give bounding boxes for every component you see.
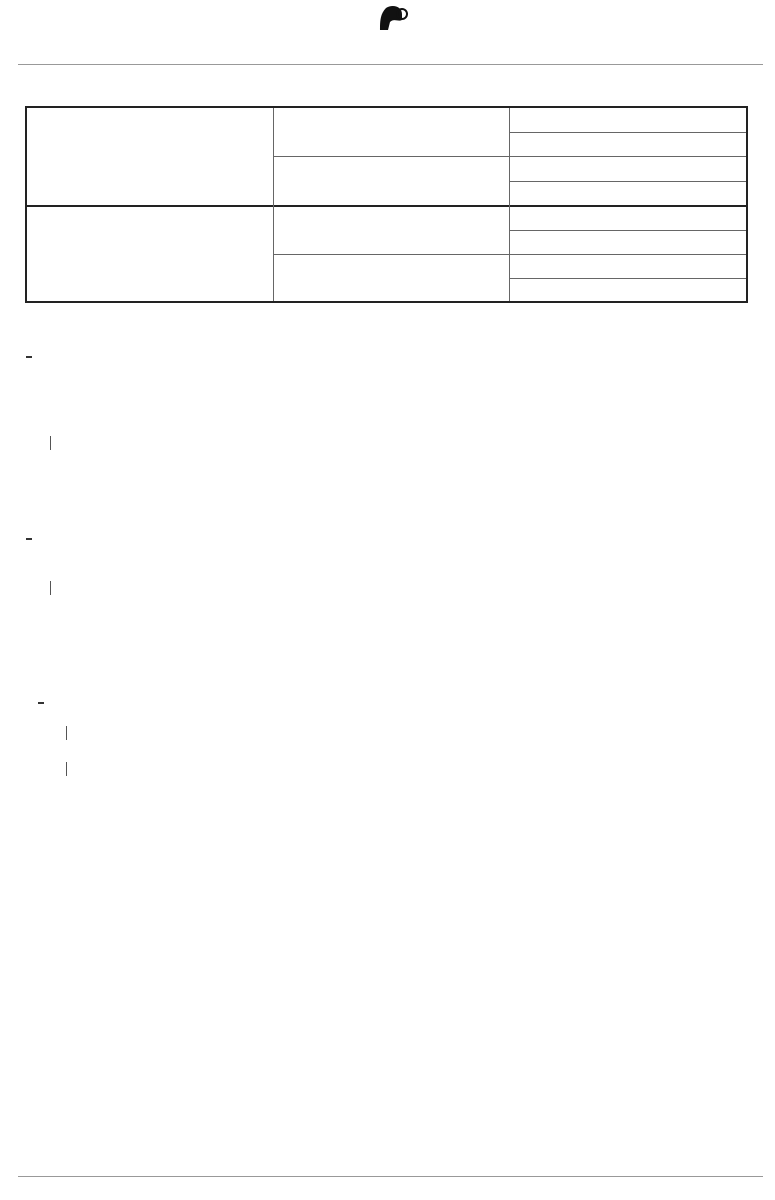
continuation-bar xyxy=(66,762,67,776)
continuation-bar xyxy=(50,581,51,595)
generation-label-box xyxy=(38,702,44,704)
pedigree-table xyxy=(25,106,748,303)
top-divider xyxy=(18,64,763,65)
family-line xyxy=(38,693,48,708)
continuation-bar xyxy=(66,726,67,740)
jbis-logo xyxy=(0,4,775,54)
family-line xyxy=(26,529,36,544)
generation-label-box xyxy=(26,538,32,540)
continuation-bar xyxy=(50,436,51,450)
generation-label-box xyxy=(26,356,32,358)
bottom-divider xyxy=(18,1176,763,1177)
family-line xyxy=(26,347,36,362)
horse-head-logo-icon xyxy=(318,4,458,54)
